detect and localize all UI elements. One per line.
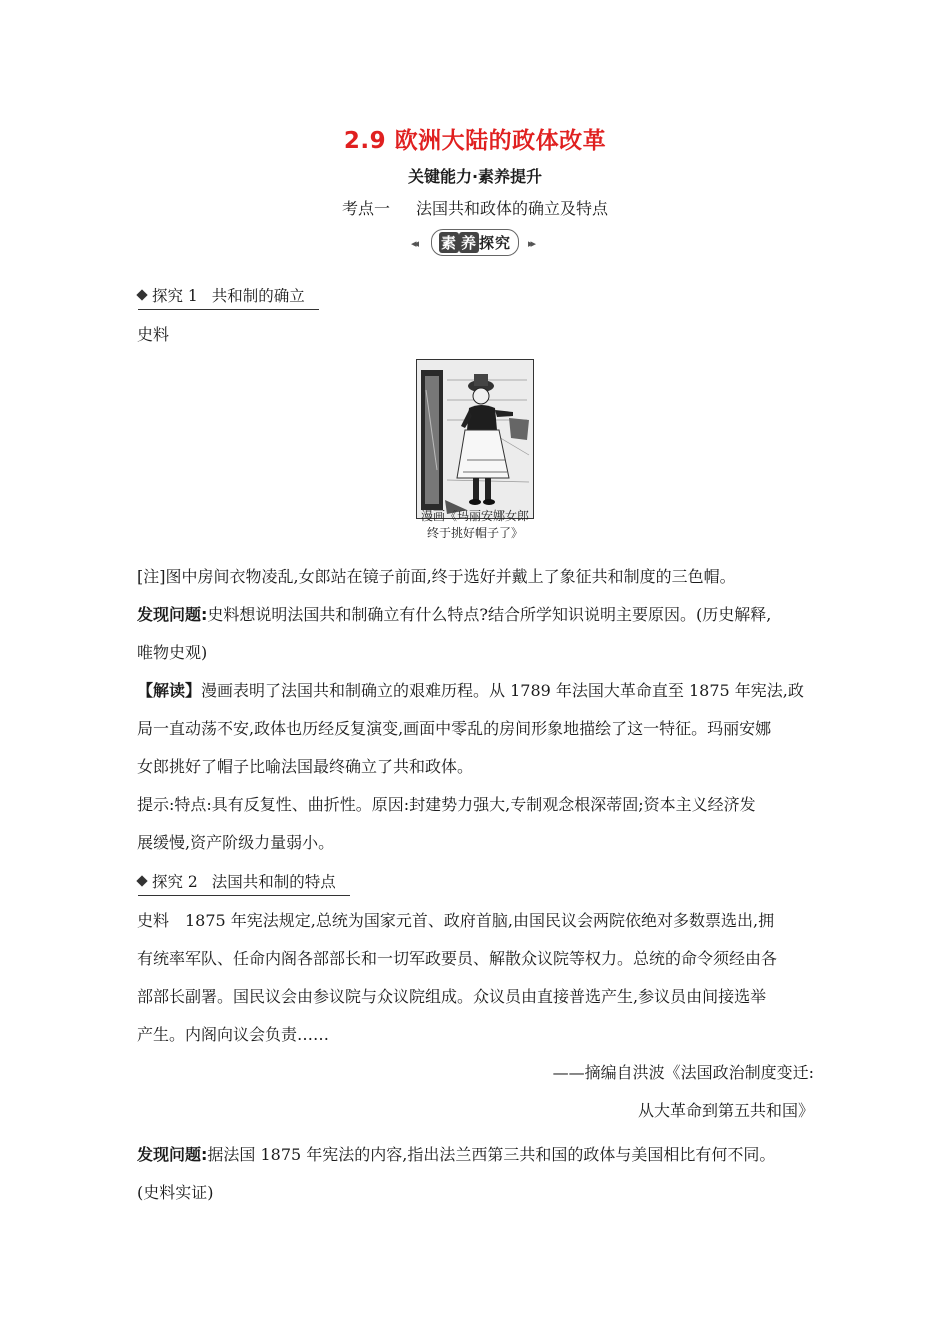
section-1-source-label: 史料 (137, 325, 170, 344)
banner-char-1: 素 (440, 234, 457, 252)
section-1-question: 发现问题:史料想说明法国共和制确立有什么特点?结合所学知识说明主要原因。(历史解释, 唯物史观) (137, 605, 772, 662)
kaodian-text: 法国共和政体的确立及特点 (416, 199, 609, 218)
banner-char-2: 养 (460, 234, 477, 252)
kaodian-heading (0, 196, 950, 219)
question-label: 发现问题: (137, 1145, 208, 1164)
cartoon-drawing (417, 360, 533, 518)
section-1-hint: 提示:特点:具有反复性、曲折性。原因:封建势力强大,专制观念根深蒂固;资本主义经济发 展缓慢,资产阶级力量弱小。 (137, 795, 756, 852)
diamond-bullet-icon (136, 289, 147, 300)
suyang-tanjiu-banner (411, 227, 535, 257)
cartoon-caption (400, 508, 550, 542)
section-2-heading (138, 870, 350, 896)
cartoon-marianne-illustration (416, 359, 534, 519)
section-1-heading (138, 284, 319, 310)
question-label: 发现问题: (137, 605, 208, 624)
page-title: 2.9 欧洲大陆的政体改革 (343, 128, 607, 154)
page-subtitle: 关键能力·素养提升 (407, 167, 543, 186)
section-1-note: [注]图中房间衣物凌乱,女郎站在镜子前面,终于选好并戴上了象征共和制度的三色帽。 (137, 567, 736, 586)
caption-line-1: 漫画《玛丽安娜女郎 (420, 509, 529, 523)
section-2-source: 史料 1875 年宪法规定,总统为国家元首、政府首脑,由国民议会两院依绝对多数票选出,拥 有统率军队、任命内阁各部部长和一切军政要员、解散众议院等权力。总统的命令须经由各 部部长副署。国民议会由参议院与众议院组成。众议员由直接普选产生,参议员由间接选举 产生。内阁向议会负责…… (137, 911, 778, 1044)
section-1-label: 探究 1 (152, 287, 198, 305)
banner-pill (431, 229, 519, 256)
section-2-citation: ——摘编自洪波《法国政治制度变迁: 从大革命到第五共和国》 (552, 1063, 814, 1120)
diamond-bullet-icon (136, 875, 147, 886)
section-2-question: 发现问题:据法国 1875 年宪法的内容,指出法兰西第三共和国的政体与美国相比有何不同。 (史料实证) (137, 1145, 776, 1202)
section-1-interpretation: 【解读】漫画表明了法国共和制确立的艰难历程。从 1789 年法国大革命直至 1875 年宪法,政 局一直动荡不安,政体也历经反复演变,画面中零乱的房间形象地描绘了这一特征。玛丽安娜 女郎挑好了帽子比喻法国最终确立了共和政体。 (137, 681, 804, 776)
caption-line-2: 终于挑好帽子了》 (426, 526, 523, 540)
banner-char-3: 探 (479, 234, 496, 252)
jiedu-label: 【解读】 (137, 681, 202, 700)
section-2-label: 探究 2 (152, 873, 198, 891)
section-1-title: 共和制的确立 (211, 287, 305, 305)
banner-right-arrows-icon: ▸▸ (527, 237, 533, 250)
section-2-title: 法国共和制的特点 (211, 873, 336, 891)
kaodian-label: 考点一 (341, 199, 390, 218)
banner-char-4: 究 (495, 234, 512, 252)
banner-left-arrows-icon: ◂◂ (411, 237, 417, 250)
